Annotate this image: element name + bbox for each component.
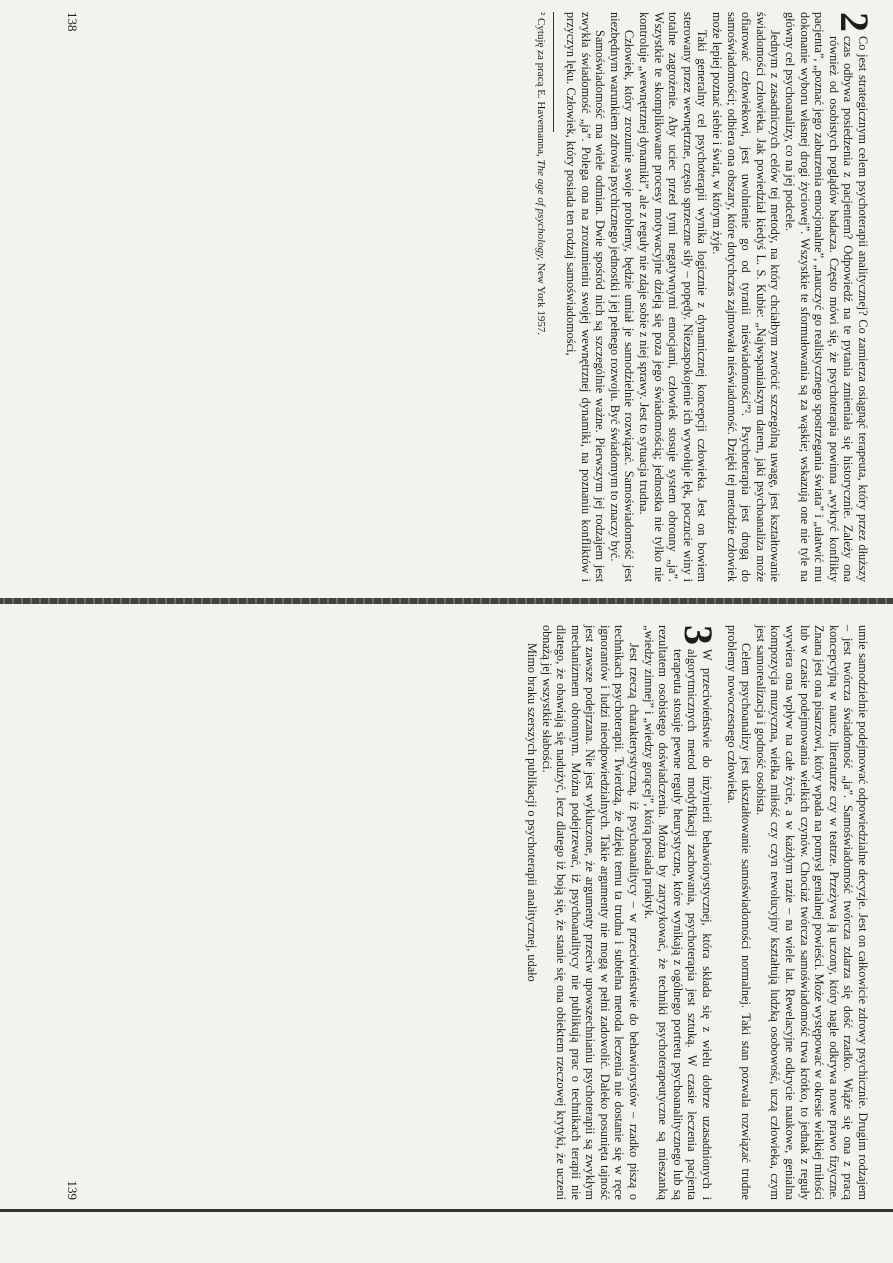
paragraph-text: W przeciwieństwie do inżynierii behawiorystycznej, która składa się z wielu dobrze uzasadnionych i algorytmicznych metod modyfikacji zachowania, psychoterapia jest sztuką. W czasie leczenia pacjenta terapeuta stosuje pewne reguły heurystyczne, które wynikają z ogólnego portretu psychoanalitycznego lub są rezultatem osobistego doświadczenia. Można by zaryzykować, że techniki psychoterapeutyczne są mieszanką „wiedzy zimnej” i „wiedzy gorącej”, którą posiada praktyk. xyxy=(641,625,715,1200)
paragraph-continued: umie samodzielnie podejmować odpowiedzialne decyzje. Jest on całkowicie zdrowy psychicznie. Drugim rodzajem – jest twórcza świadomość „ja”. Samoświadomość twórcza zdarza się dość rzadko. Wiąże się ona z pracą koncepcyjną w nauce, literaturze czy w teatrze. Przeżywa ją uczony, który nagle odkrywa nowe prawo fizyczne. Znana jest ona pisarzowi, który wpada na pomysł genialnej powieści. Może występować w okresie wielkiej miłości lub w czasie podejmowania wielkich czynów. Chociaż twórcza samoświadomość trwa krótko, to jednak z reguły wywiera ona wpływ na całe życie, a w każdym razie – na wiele lat. Rewelacyjne odkrycie naukowe, genialna kompozycja muzyczna, wielka miłość czy czyn rewolucyjny kształtują ludzką osobowość, uczą człowieka, czym jest samorealizacja i godność osobista. xyxy=(753,625,870,1200)
paragraph-conclusion: Celem psychoanalizy jest ukształtowanie samoświadomości normalnej. Taki stan pozwala rozwiązać trudne problemy nowoczesnego człowieka. xyxy=(724,625,754,1200)
footnote-prefix: ² Cytuję za pracą E. Havemanna, xyxy=(534,12,547,157)
page-139 xyxy=(65,625,870,1200)
page-138 xyxy=(65,12,877,582)
paragraph-final: Mimo braku szerszych publikacji o psychoterapii analitycznej, udało xyxy=(524,643,539,982)
paragraph-3: Taki generalny cel psychoterapii wynika logicznie z dynamicznej koncepcji człowieka. Jest on bowiem sterowany przez wewnętrzne, często sprzeczne siły – popędy. Niezaspokojenie ich wywołuje lęk, poczucie winy i totalne zagrożenie. Aby uciec przed tymi negatywnymi emocjami, człowiek stosuje system obronny „ja”. Wszystkie te skomplikowane procesy motywacyjne dzieją się poza jego świadomością; jednostka nie tylko nie kontroluje „wewnętrznej dynamiki”, ale z reguły nie zdaje sobie z niej sprawy. Jest to sytuacja trudna. xyxy=(637,12,710,582)
paragraph-5: Samoświadomość ma wiele odmian. Dwie spośród nich są szczególnie ważne. Pierwszym jej rodzajem jest zwykła świadomość „ja”. Polega ona na zrozumieniu swojej wewnętrznej dynamiki, na poznaniu konfliktów i przyczyn lęku. Człowiek, który posiada ten rodzaj samoświadomości, xyxy=(564,12,608,582)
section-number-dropcap: 2 xyxy=(832,12,877,32)
footnote xyxy=(534,12,547,582)
footnote-rule xyxy=(553,12,554,132)
footnote-suffix: New York 1957. xyxy=(534,263,547,336)
paragraph-1 xyxy=(782,12,877,582)
section-number-dropcap: 3 xyxy=(676,625,722,645)
page-number: 139 xyxy=(65,1180,80,1200)
paragraph-2: Jednym z zasadniczych celów tej metody, na który chciałbym zwrócić szczególną uwagę, jest kształtowanie świadomości człowieka. Jak powiedział kiedyś L. S. Kubie: „Najwspanialszym darem, jaki psychoanaliza może ofiarować człowiekowi, jest uwolnienie go od tyranii nieświadomości”². Psychoterapia jest drogą do samoświadomości; odbiera ona obszary, które dotychczas zajmowała nieświadomość. Dzięki tej metodzie człowiek może lepiej poznać siebie i świat, w którym żyje. xyxy=(710,12,783,582)
paragraph-4: Człowiek, który zrozumie swoje problemy, będzie umiał je samodzielnie rozwiązać. Samoświadomość jest niezbędnym warunkiem zdrowia psychicznego jednostki i jej pełnego rozwoju. Być świadomym to znaczy być. xyxy=(607,12,637,582)
bottom-edge-rule xyxy=(0,1209,893,1212)
page-gutter-divider xyxy=(0,598,893,604)
paragraph-text: Co jest strategicznym celem psychoterapii analitycznej? Co zamierza osiągnąć terapeuta, który przez dłuższy czas odbywa posiedzenia z pacjentem? Odpowiedź na te pytania zmieniała się historycznie. Zależy ona również od osobistych poglądów badacza. Często mówi się, że psychoterapia powinna „wykryć konflikty pacjenta”, „poznać jego zaburzenia emocjonalne”, „nauczyć go realistycznego spostrzegania świata” i „ułatwić mu dokonanie wyboru własnej drogi życiowej”. Wszystkie te sformułowania są za wąskie; wskazują one nie tyle na główny cel psychoanalizy, co na jej podcele. xyxy=(783,12,870,582)
paragraph-section-3 xyxy=(641,625,722,1200)
footnote-title: The age of psychology, xyxy=(534,159,547,261)
page-number: 138 xyxy=(65,12,80,32)
paragraph-psychoanalysts: Jest rzeczą charakterystyczną, iż psychoanalitycy – w przeciwieństwie do behawiorystów – rzadko piszą o technikach psychoterapii. Twierdzą, że dzięki temu ta trudna i subtelna metoda leczenia nie dostanie się w ręce ignorantów i ludzi nieodpowiedzialnych. Takie argumenty nie mogą w pełni zadowolić. Daleko posunięta tajność jest zawsze podejrzana. Nie jest wykluczone, że argumenty przeciw upowszechnianiu psychoterapii są zwykłym mechanizmem obronnym. Można podejrzewać, iż psychoanalitycy nie publikują prac o technikach terapii nie dlatego, że obawiają się nadużyć, lecz dlatego iż boją się, że stanie się ona obiektem rzeczowej krytyki, że uczeni obnażą jej wszystkie słabości. xyxy=(539,625,642,1200)
